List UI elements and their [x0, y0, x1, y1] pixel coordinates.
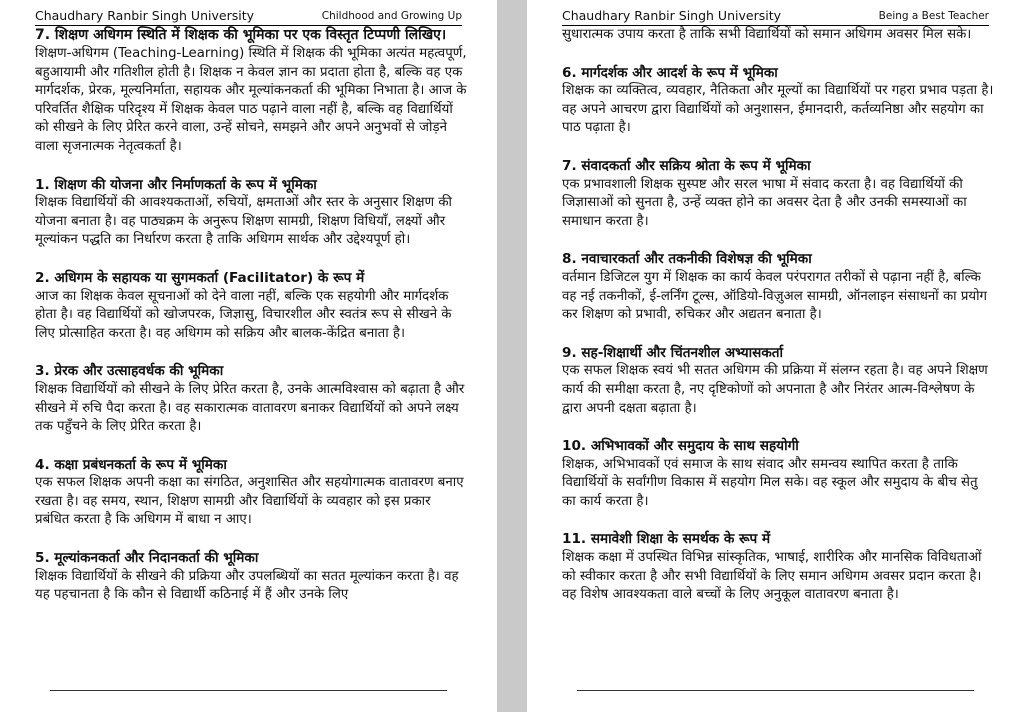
header-book-title: Being a Best Teacher [878, 10, 989, 22]
section-body: शिक्षक विद्यार्थियों के सीखने की प्रक्रिया और उपलब्धियों का सतत मूल्यांकन करता है। वह यह पहचानता है कि कौन से विद्यार्थी कठिनाई में हैं और उनके लिए [35, 568, 459, 603]
section-planner [35, 176, 467, 250]
section-guide-role-model [562, 64, 994, 138]
section-communicator [562, 157, 994, 231]
section-title: 4. कक्षा प्रबंधनकर्ता के रूप में भूमिका [35, 456, 227, 473]
header-university: Chaudhary Ranbir Singh University [35, 8, 254, 23]
page-content [562, 26, 994, 605]
intro-paragraph: शिक्षण-अधिगम (Teaching-Learning) स्थिति में शिक्षक की भूमिका अत्यंत महत्वपूर्ण, बहुआयामी और गतिशील होती है। शिक्षक न केवल ज्ञान का प्रदाता होता है, बल्कि वह एक मार्गदर्शक, प्रेरक, मूल्यनिर्माता, सहायक और मूल्यांकनकर्ता की भूमिका निभाता है। आज के परिवर्तित शैक्षिक परिदृश्य में शिक्षक केवल पाठ पढ़ाने वाला नहीं है, बल्कि वह विद्यार्थियों को सीखने के लिए प्रेरित करने वाला, उन्हें सोचने, समझने और अपने अनुभवों से जोड़ने वाला सृजनात्मक नेतृत्वकर्ता है। [35, 46, 467, 154]
section-title: 11. समावेशी शिक्षा के समर्थक के रूप में [562, 531, 771, 548]
section-motivator [35, 362, 467, 436]
section-facilitator [35, 269, 467, 343]
section-body: एक सफल शिक्षक अपनी कक्षा का संगठित, अनुशासित और सहयोगात्मक वातावरण बनाए रखता है। वह समय, स्थान, शिक्षण सामग्री और विद्यार्थियों के व्यवहार को इस प्रकार प्रबंधित करता है कि अधिगम में बाधा न आए। [35, 475, 464, 528]
section-body: वर्तमान डिजिटल युग में शिक्षक का कार्य केवल परंपरागत तरीकों से पढ़ाना नहीं है, बल्कि वह नई तकनीकों, ई-लर्निंग टूल्स, ऑडियो-विज़ुअल सामग्री, ऑनलाइन संसाधनों का प्रयोग कर शिक्षण को प्रभावी, रुचिकर और अद्यतन बनाता है। [562, 269, 988, 323]
section-innovator [562, 250, 994, 324]
section-inclusive-education [562, 530, 994, 604]
section-body: शिक्षक कक्षा में उपस्थित विभिन्न सांस्कृतिक, भाषाई, शारीरिक और मानसिक विविधताओं को स्वीकार करता है और सभी विद्यार्थियों के लिए समान अधिगम अवसर प्रदान करता है। वह विशेष आवश्यकता वाले बच्चों के लिए अनुकूल वातावरण बनाता है। [562, 550, 982, 603]
page-header [562, 7, 989, 26]
header-book-title: Childhood and Growing Up [321, 10, 462, 22]
section-body: आज का शिक्षक केवल सूचनाओं को देने वाला नहीं, बल्कि एक सहयोगी और मार्गदर्शक होता है। वह विद्यार्थियों को खोजपरक, जिज्ञासु, विचारशील और स्वतंत्र रूप से सीखने के लिए प्रोत्साहित करता है। वह अधिगम को सक्रिय और बालक-केंद्रित बनाता है। [35, 288, 452, 341]
section-title: 8. नवाचारकर्ता और तकनीकी विशेषज्ञ की भूमिका [562, 251, 812, 268]
section-title: 5. मूल्यांकनकर्ता और निदानकर्ता की भूमिका [35, 550, 259, 567]
question-heading: 7. शिक्षण अधिगम स्थिति में शिक्षक की भूमिका पर एक विस्तृत टिप्पणी लिखिए। [35, 27, 447, 43]
section-evaluator [35, 549, 467, 605]
section-class-manager [35, 456, 467, 530]
section-community-partner [562, 437, 994, 511]
section-body: शिक्षक, अभिभावकों एवं समाज के साथ संवाद और समन्वय स्थापित करता है ताकि विद्यार्थियों के सर्वांगीण विकास में सहयोग मिल सके। वह स्कूल और समुदाय के बीच सेतु का कार्य करता है। [562, 456, 978, 509]
continuation-paragraph: सुधारात्मक उपाय करता है ताकि सभी विद्यार्थियों को समान अधिगम अवसर मिल सके। [562, 27, 972, 42]
section-co-learner [562, 344, 994, 418]
section-body: शिक्षक का व्यक्तित्व, व्यवहार, नैतिकता और मूल्यों का विद्यार्थियों पर गहरा प्रभाव पड़ता है। वह अपने आचरण द्वारा विद्यार्थियों को अनुशासन, ईमानदारी, कर्तव्यनिष्ठा और सहयोग का पाठ पढ़ाता है। [562, 83, 994, 136]
section-title: 1. शिक्षण की योजना और निर्माणकर्ता के रूप में भूमिका [35, 176, 317, 193]
section-title: 7. संवादकर्ता और सक्रिय श्रोता के रूप में भूमिका [562, 157, 811, 174]
section-title: 9. सह-शिक्षार्थी और चिंतनशील अभ्यासकर्ता [562, 344, 784, 361]
section-body: शिक्षक विद्यार्थियों की आवश्यकताओं, रुचियों, क्षमताओं और स्तर के अनुसार शिक्षण की योजना बनाता है। वह पाठ्यक्रम के अनुरूप शिक्षण सामग्री, शिक्षण विधियाँ, लक्ष्यों और मूल्यांकन पद्धति का निर्धारण करता है ताकि अधिगम सार्थक और उद्देश्यपूर्ण हो। [35, 195, 452, 248]
right-page [527, 0, 1024, 712]
section-body: एक सफल शिक्षक स्वयं भी सतत अधिगम की प्रक्रिया में संलग्न रहता है। वह अपने शिक्षण कार्य की समीक्षा करता है, नए दृष्टिकोणों को अपनाता है और निरंतर आत्म-विश्लेषण के द्वारा अपनी दक्षता बढ़ाता है। [562, 363, 988, 416]
page-header [35, 7, 462, 26]
section-body: शिक्षक विद्यार्थियों को सीखने के लिए प्रेरित करता है, उनके आत्मविश्वास को बढ़ाता है और सीखने में रुचि पैदा करता है। वह सकारात्मक वातावरण बनाकर विद्यार्थियों को अपने लक्ष्य तक पहुँचने के लिए प्रेरित करता है। [35, 381, 465, 435]
left-page [0, 0, 497, 712]
footer-rule [50, 690, 447, 691]
page-content [35, 26, 467, 605]
section-title: 10. अभिभावकों और समुदाय के साथ सहयोगी [562, 438, 799, 455]
footer-rule [577, 690, 974, 691]
section-title: 6. मार्गदर्शक और आदर्श के रूप में भूमिका [562, 64, 778, 81]
section-title: 3. प्रेरक और उत्साहवर्धक की भूमिका [35, 363, 224, 380]
section-body: एक प्रभावशाली शिक्षक सुस्पष्ट और सरल भाषा में संवाद करता है। वह विद्यार्थियों की जिज्ञासाओं को सुनता है, उन्हें व्यक्त होने का अवसर देता है और उनकी समस्याओं का समाधान करता है। [562, 176, 967, 229]
section-title: 2. अधिगम के सहायक या सुगमकर्ता (Facilitator) के रूप में [35, 269, 365, 286]
header-university: Chaudhary Ranbir Singh University [562, 8, 781, 23]
